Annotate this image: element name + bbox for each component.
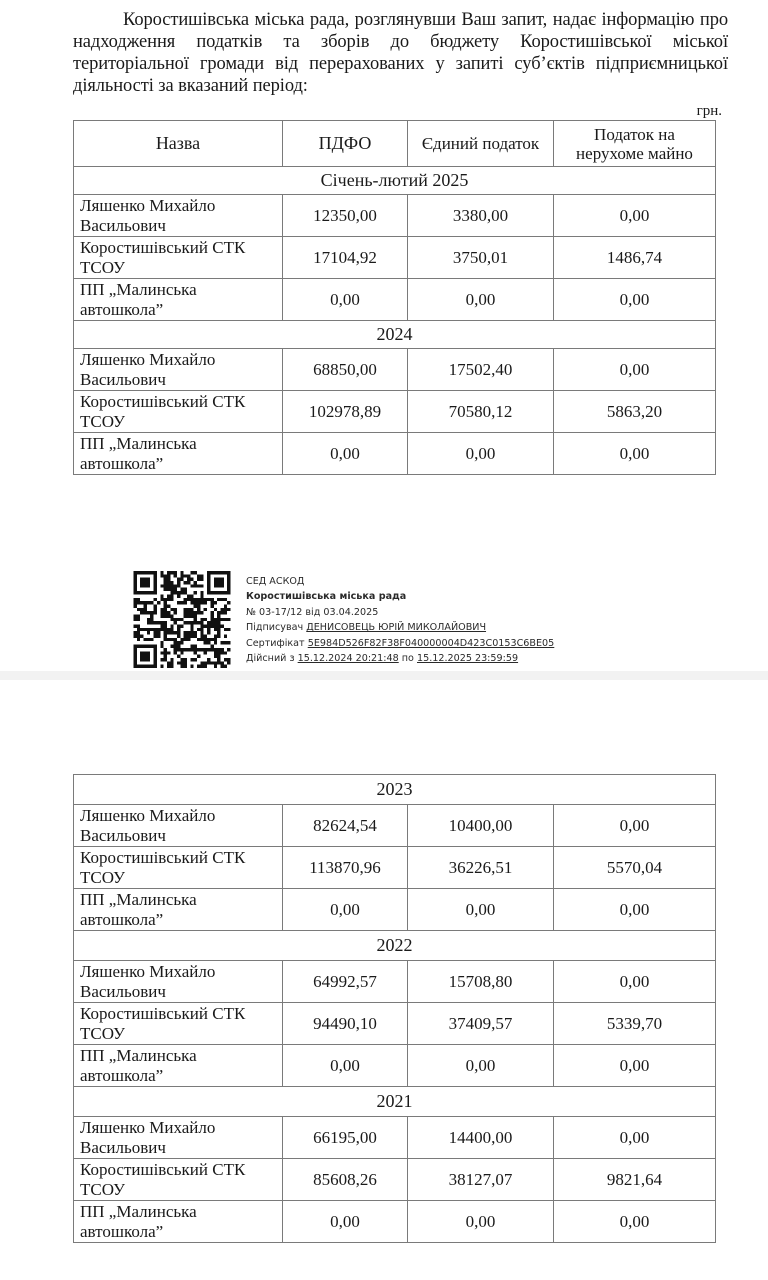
- table-row: [74, 1117, 716, 1159]
- tax-table-page-1: [73, 120, 716, 475]
- property-tax-value: 0,00: [554, 961, 716, 1003]
- pdfo-value: 68850,00: [283, 349, 408, 391]
- property-tax-value: 0,00: [554, 1117, 716, 1159]
- pdfo-value: 17104,92: [283, 237, 408, 279]
- property-tax-value: 0,00: [554, 1201, 716, 1243]
- stamp-cert-line: [246, 636, 666, 651]
- property-tax-value: 5863,20: [554, 391, 716, 433]
- entity-name: Коростишівський СТК ТСОУ: [74, 1159, 283, 1201]
- table-row: [74, 805, 716, 847]
- stamp-valid-from: 15.12.2024 20:21:48: [297, 653, 399, 665]
- single-tax-value: 0,00: [408, 1045, 554, 1087]
- stamp-doc-number: № 03-17/12 від 03.04.2025: [246, 606, 379, 618]
- pdfo-value: 102978,89: [283, 391, 408, 433]
- qr-code-icon: [133, 571, 231, 668]
- entity-name: ПП „Малинська автошкола”: [74, 1045, 283, 1087]
- period-row: [74, 321, 716, 349]
- pdfo-value: 0,00: [283, 889, 408, 931]
- single-tax-value: 3750,01: [408, 237, 554, 279]
- page-separator: [0, 671, 768, 680]
- single-tax-value: 14400,00: [408, 1117, 554, 1159]
- intro-paragraph: [73, 9, 728, 97]
- pdfo-value: 85608,26: [283, 1159, 408, 1201]
- single-tax-value: 3380,00: [408, 195, 554, 237]
- intro-text: Коростишівська міська рада, розглянувши Ваш запит, надає інформацію про надходження податків та зборів до бюджету Коростишівської міської територіальної громади від перерахованих у запиті суб’єктів підприємницької діяльності за вказаний період:: [73, 10, 728, 96]
- single-tax-value: 37409,57: [408, 1003, 554, 1045]
- single-tax-value: 0,00: [408, 279, 554, 321]
- single-tax-value: 0,00: [408, 433, 554, 475]
- pdfo-value: 66195,00: [283, 1117, 408, 1159]
- stamp-cert-id: 5E984D526F82F38F040000004D423C0153C6BE05: [307, 637, 555, 649]
- single-tax-value: 36226,51: [408, 847, 554, 889]
- header-property-tax: Податок на нерухоме майно: [554, 121, 716, 167]
- property-tax-value: 0,00: [554, 349, 716, 391]
- period-label: Січень-лютий 2025: [74, 167, 716, 195]
- table-row: [74, 847, 716, 889]
- table-row: [74, 433, 716, 475]
- entity-name: Коростишівський СТК ТСОУ: [74, 847, 283, 889]
- table-row: [74, 1045, 716, 1087]
- property-tax-value: 0,00: [554, 279, 716, 321]
- single-tax-value: 70580,12: [408, 391, 554, 433]
- pdfo-value: 0,00: [283, 1201, 408, 1243]
- table-row: [74, 1003, 716, 1045]
- single-tax-value: 0,00: [408, 1201, 554, 1243]
- pdfo-value: 0,00: [283, 433, 408, 475]
- pdfo-value: 113870,96: [283, 847, 408, 889]
- entity-name: ПП „Малинська автошкола”: [74, 1201, 283, 1243]
- entity-name: Коростишівський СТК ТСОУ: [74, 1003, 283, 1045]
- pdfo-value: 0,00: [283, 279, 408, 321]
- entity-name: ПП „Малинська автошкола”: [74, 433, 283, 475]
- stamp-system: СЕД АСКОД: [246, 576, 305, 587]
- period-row: [74, 931, 716, 961]
- property-tax-value: 0,00: [554, 805, 716, 847]
- period-row: [74, 1087, 716, 1117]
- pdfo-value: 82624,54: [283, 805, 408, 847]
- entity-name: Ляшенко Михайло Васильович: [74, 961, 283, 1003]
- table-row: [74, 961, 716, 1003]
- period-row: [74, 167, 716, 195]
- stamp-signer-line: [246, 620, 666, 635]
- period-label: 2022: [74, 931, 716, 961]
- property-tax-value: 9821,64: [554, 1159, 716, 1201]
- table-row: [74, 349, 716, 391]
- property-tax-value: 0,00: [554, 195, 716, 237]
- pdfo-value: 12350,00: [283, 195, 408, 237]
- property-tax-value: 5570,04: [554, 847, 716, 889]
- table-row: [74, 237, 716, 279]
- entity-name: Ляшенко Михайло Васильович: [74, 349, 283, 391]
- table-header-row: [74, 121, 716, 167]
- pdfo-value: 94490,10: [283, 1003, 408, 1045]
- stamp-cert-label: Сертифікат: [246, 637, 305, 649]
- period-label: 2024: [74, 321, 716, 349]
- table-row: [74, 391, 716, 433]
- entity-name: Коростишівський СТК ТСОУ: [74, 237, 283, 279]
- stamp-valid-to-label: по: [401, 653, 414, 665]
- header-name: Назва: [74, 121, 283, 167]
- single-tax-value: 10400,00: [408, 805, 554, 847]
- stamp-valid-label: Дійсний з: [246, 653, 295, 665]
- stamp-signer-name: ДЕНИСОВЕЦЬ ЮРІЙ МИКОЛАЙОВИЧ: [306, 622, 487, 634]
- header-single-tax: Єдиний податок: [408, 121, 554, 167]
- entity-name: ПП „Малинська автошкола”: [74, 889, 283, 931]
- stamp-organization: Коростишівська міська рада: [246, 591, 407, 603]
- property-tax-value: 1486,74: [554, 237, 716, 279]
- table-row: [74, 1159, 716, 1201]
- entity-name: Ляшенко Михайло Васильович: [74, 1117, 283, 1159]
- table-row: [74, 195, 716, 237]
- period-label: 2021: [74, 1087, 716, 1117]
- table-row: [74, 279, 716, 321]
- entity-name: Ляшенко Михайло Васильович: [74, 805, 283, 847]
- property-tax-value: 0,00: [554, 889, 716, 931]
- period-label: 2023: [74, 775, 716, 805]
- stamp-valid-to: 15.12.2025 23:59:59: [417, 653, 519, 665]
- single-tax-value: 17502,40: [408, 349, 554, 391]
- table-row: [74, 1201, 716, 1243]
- entity-name: Коростишівський СТК ТСОУ: [74, 391, 283, 433]
- single-tax-value: 0,00: [408, 889, 554, 931]
- property-tax-value: 0,00: [554, 1045, 716, 1087]
- pdfo-value: 0,00: [283, 1045, 408, 1087]
- header-pdfo: ПДФО: [283, 121, 408, 167]
- property-tax-value: 0,00: [554, 433, 716, 475]
- stamp-signer-label: Підписувач: [246, 622, 304, 634]
- single-tax-value: 38127,07: [408, 1159, 554, 1201]
- pdfo-value: 64992,57: [283, 961, 408, 1003]
- period-row: [74, 775, 716, 805]
- entity-name: Ляшенко Михайло Васильович: [74, 195, 283, 237]
- tax-table-page-2: [73, 774, 716, 1243]
- currency-unit-label: грн.: [696, 103, 722, 119]
- table-row: [74, 889, 716, 931]
- single-tax-value: 15708,80: [408, 961, 554, 1003]
- property-tax-value: 5339,70: [554, 1003, 716, 1045]
- entity-name: ПП „Малинська автошкола”: [74, 279, 283, 321]
- stamp-validity-line: [246, 651, 666, 666]
